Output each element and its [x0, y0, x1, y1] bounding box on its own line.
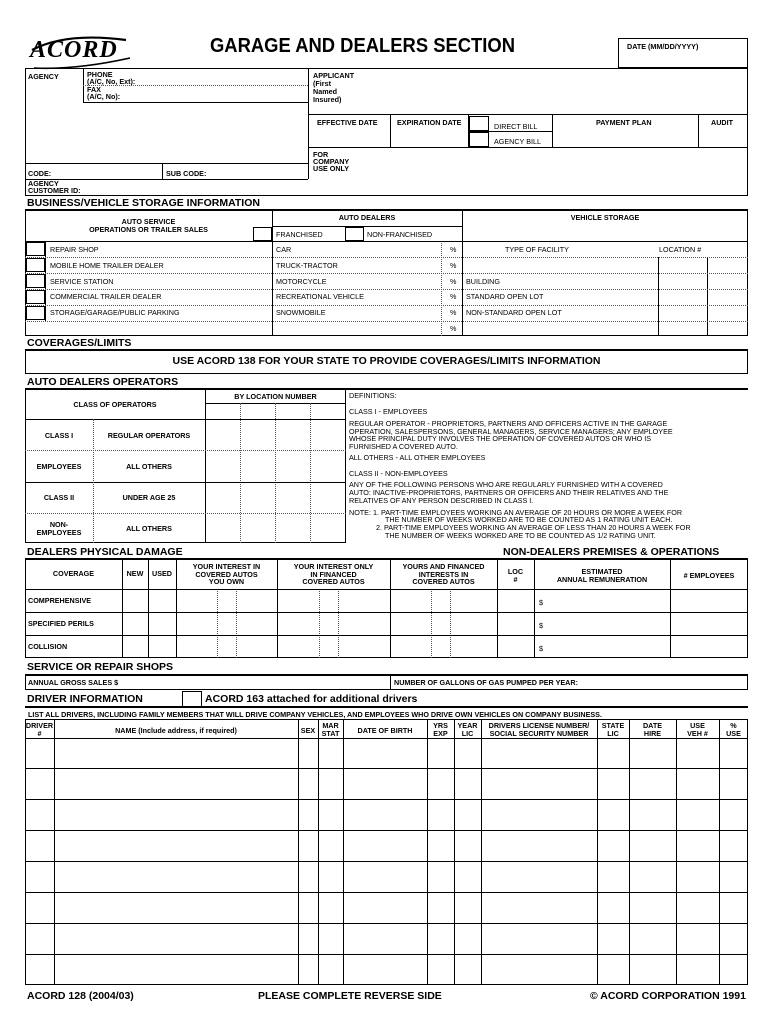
interest-own-header-2: COVERED AUTOS: [195, 570, 258, 579]
class1-text: REGULAR OPERATOR - PROPRIETORS, PARTNERS AND OFFICERS ACTIVE IN THE GARAGE: [349, 419, 668, 428]
facility-item: STANDARD OPEN LOT: [466, 292, 544, 301]
phone-sub-label: (A/C, No, Ext):: [87, 77, 136, 86]
storage-section-title: BUSINESS/VEHICLE STORAGE INFORMATION: [27, 197, 260, 209]
note-text: THE NUMBER OF WEEKS WORKED ARE TO BE COUNTED AS 1/2 RATING UNIT.: [385, 531, 656, 540]
coverage-row-label: COLLISION: [28, 642, 68, 651]
non-franchised-label: NON-FRANCHISED: [367, 230, 433, 239]
col-exp: EXP: [433, 729, 448, 738]
service-shops-title: SERVICE OR REPAIR SHOPS: [27, 661, 174, 673]
driver-instructions: LIST ALL DRIVERS, INCLUDING FAMILY MEMBERS THAT WILL DRIVE COMPANY VEHICLES, AND EMPLOYEES WHO DRIVE OWN VEHICLES ON COMPANY BUSINESS.: [28, 710, 602, 719]
operator-class: CLASS I: [44, 431, 74, 440]
driver-row[interactable]: [26, 769, 747, 799]
interest-financed-header-3: COVERED AUTOS: [302, 577, 365, 586]
non-franchised-checkbox[interactable]: [345, 227, 364, 241]
operator-class: CLASS II: [43, 493, 75, 502]
acord-logo: [26, 30, 136, 70]
payment-plan-label: PAYMENT PLAN: [596, 118, 652, 127]
date-label: DATE (MM/DD/YYYY): [627, 42, 699, 51]
coverage-row-label: COMPREHENSIVE: [28, 596, 92, 605]
col-hire: HIRE: [643, 729, 662, 738]
repair-shop-checkbox[interactable]: [26, 242, 45, 256]
coverages-notice: USE ACORD 138 FOR YOUR STATE TO PROVIDE COVERAGES/LIMITS INFORMATION: [172, 355, 601, 367]
type-of-facility-header: TYPE OF FACILITY: [505, 245, 569, 254]
col-driver: DRIVER: [25, 721, 54, 730]
code-label: CODE:: [28, 169, 52, 178]
driver-row[interactable]: [26, 955, 747, 984]
agency-field[interactable]: [28, 82, 80, 102]
phone-label: PHONE: [87, 70, 113, 79]
class1-heading: CLASS I - EMPLOYEES: [349, 407, 428, 416]
percent-sign: %: [450, 324, 457, 333]
new-header: NEW: [126, 569, 144, 578]
class2-text: RELATIVES OF ANY PERSON DESCRIBED IN CLASS I.: [349, 496, 534, 505]
applicant-field[interactable]: [350, 72, 746, 112]
col-driver-no: #: [37, 729, 42, 738]
class-of-operators-header: CLASS OF OPERATORS: [73, 400, 157, 409]
interest-own-header-3: YOU OWN: [208, 577, 245, 586]
company-use-label-2: COMPANY: [313, 157, 350, 166]
class2-text: ANY OF THE FOLLOWING PERSONS WHO ARE REGULARLY FURNISHED WITH A COVERED: [349, 480, 663, 489]
col-year: YEAR: [457, 721, 478, 730]
coverages-section-title: COVERAGES/LIMITS: [27, 337, 132, 349]
agency-label: AGENCY: [28, 72, 59, 81]
fax-label: FAX: [87, 85, 101, 94]
note-text: THE NUMBER OF WEEKS WORKED ARE TO BE COUNTED AS 1 RATING UNIT EACH.: [385, 515, 673, 524]
dollar-sign: $: [539, 621, 543, 630]
service-item: STORAGE/GARAGE/PUBLIC PARKING: [50, 308, 180, 317]
service-item: COMMERCIAL TRAILER DEALER: [50, 292, 162, 301]
form-title: GARAGE AND DEALERS SECTION: [210, 35, 515, 57]
customer-id-label: AGENCY: [28, 179, 59, 188]
mobile-home-checkbox[interactable]: [26, 258, 45, 272]
service-item: MOBILE HOME TRAILER DEALER: [50, 261, 164, 270]
vehicle-storage-header: VEHICLE STORAGE: [570, 213, 640, 222]
class2-text: AUTO: INACTIVE-PROPRIETORS, PARTNERS OR OFFICERS AND THEIR RELATIVES AND THE: [349, 488, 669, 497]
loc-header: LOC: [507, 567, 524, 576]
interest-financed-header: YOUR INTEREST ONLY: [293, 562, 374, 571]
col-sex: SEX: [300, 726, 316, 735]
service-item: REPAIR SHOP: [50, 245, 99, 254]
dealer-item: SNOWMOBILE: [276, 308, 326, 317]
dollar-sign: $: [539, 598, 543, 607]
facility-item: BUILDING: [466, 277, 500, 286]
audit-label: AUDIT: [711, 118, 733, 127]
interest-own-header: YOUR INTEREST IN: [192, 562, 261, 571]
physical-damage-title: DEALERS PHYSICAL DAMAGE: [27, 546, 183, 558]
subcode-label: SUB CODE:: [166, 169, 207, 178]
date-field[interactable]: [618, 38, 748, 68]
col-use: USE: [690, 721, 705, 730]
percent-sign: %: [450, 277, 457, 286]
interest-financed-header-2: IN FINANCED: [310, 570, 357, 579]
class2-heading: CLASS II - NON-EMPLOYEES: [349, 469, 448, 478]
franchised-checkbox[interactable]: [253, 227, 272, 241]
auto-service-header: AUTO SERVICE: [121, 217, 176, 226]
coverage-header: COVERAGE: [52, 569, 95, 578]
col-dob: DATE OF BIRTH: [357, 726, 413, 735]
customer-id-label-2: CUSTOMER ID:: [28, 186, 81, 195]
by-location-header: BY LOCATION NUMBER: [234, 392, 317, 401]
dealer-item: CAR: [276, 245, 292, 254]
applicant-label-4: Insured): [313, 95, 342, 104]
class1-text: FURNISHED A COVERED AUTO.: [349, 442, 458, 451]
company-use-label-3: USE ONLY: [313, 164, 350, 173]
percent-sign: %: [450, 261, 457, 270]
direct-bill-checkbox[interactable]: [469, 116, 489, 131]
service-shops-row: [25, 674, 748, 690]
driver-row[interactable]: [26, 800, 747, 830]
col-ssn: SOCIAL SECURITY NUMBER: [489, 729, 589, 738]
col-stat: STAT: [321, 729, 340, 738]
col-date: DATE: [642, 721, 663, 730]
service-item: SERVICE STATION: [50, 277, 114, 286]
facility-item: NON-STANDARD OPEN LOT: [466, 308, 562, 317]
dollar-sign: $: [539, 644, 543, 653]
note-text: 2. PART-TIME EMPLOYEES WORKING AN AVERAGE OF LESS THAN 20 HOURS A WEEK FOR: [376, 523, 691, 532]
storage-garage-checkbox[interactable]: [26, 306, 45, 320]
driver-row[interactable]: [26, 739, 747, 768]
yours-financed-header-2: INTERESTS IN: [418, 570, 469, 579]
operator-type: ALL OTHERS: [126, 524, 172, 533]
driver-row[interactable]: [26, 831, 747, 861]
driver-row[interactable]: [26, 893, 747, 923]
direct-bill-label: DIRECT BILL: [494, 122, 538, 131]
percent-sign: %: [450, 245, 457, 254]
yours-financed-header-3: COVERED AUTOS: [412, 577, 475, 586]
operator-class-2: EMPLOYEES: [36, 528, 82, 537]
operator-type: REGULAR OPERATORS: [107, 431, 191, 440]
agency-bill-checkbox[interactable]: [469, 132, 489, 147]
copyright: © ACORD CORPORATION 1991: [590, 990, 746, 1002]
fax-sub-label: (A/C, No):: [87, 92, 121, 101]
acord-163-checkbox[interactable]: [182, 691, 202, 707]
company-use-label: FOR: [313, 150, 329, 159]
non-dealers-title: NON-DEALERS PREMISES & OPERATIONS: [503, 546, 720, 558]
operator-type: ALL OTHERS: [126, 462, 172, 471]
operator-class: NON-: [49, 520, 69, 529]
coverage-row-label: SPECIFIED PERILS: [28, 619, 94, 628]
auto-dealers-header: AUTO DEALERS: [338, 213, 396, 222]
form-id: ACORD 128 (2004/03): [27, 990, 134, 1002]
definitions-heading: DEFINITIONS:: [349, 391, 397, 400]
col-state-lic: LIC: [607, 729, 619, 738]
class1-text: OPERATION, SALESPERSONS, GENERAL MANAGERS, SERVICE MANAGERS; ANY EMPLOYEE: [349, 427, 673, 436]
driver-section-title: DRIVER INFORMATION: [27, 693, 143, 705]
operator-class: EMPLOYEES: [36, 462, 82, 471]
applicant-label: APPLICANT: [313, 71, 355, 80]
dealer-item: TRUCK-TRACTOR: [276, 261, 338, 270]
driver-row[interactable]: [26, 924, 747, 954]
col-pct: %: [730, 721, 737, 730]
yours-financed-header: YOURS AND FINANCED: [402, 562, 485, 571]
annual-remuneration-header: ANNUAL REMUNERATION: [556, 575, 648, 584]
col-veh: VEH #: [687, 729, 708, 738]
estimated-header: ESTIMATED: [581, 567, 623, 576]
annual-gross-sales-label: ANNUAL GROSS SALES $: [28, 678, 119, 687]
col-state: STATE: [601, 721, 625, 730]
operator-type: UNDER AGE 25: [122, 493, 176, 502]
gallons-label: NUMBER OF GALLONS OF GAS PUMPED PER YEAR:: [394, 678, 578, 687]
col-name: NAME (Include address, if required): [115, 726, 237, 735]
effective-date-label: EFFECTIVE DATE: [317, 118, 378, 127]
acord-163-label: ACORD 163 attached for additional drivers: [205, 693, 418, 705]
col-pct-use: USE: [726, 729, 741, 738]
auto-service-header-2: OPERATIONS OR TRAILER SALES: [89, 225, 208, 234]
col-license: DRIVERS LICENSE NUMBER/: [488, 721, 590, 730]
location-header: LOCATION #: [659, 245, 702, 254]
col-lic: LIC: [461, 729, 474, 738]
applicant-label-2: (First: [313, 79, 331, 88]
driver-row[interactable]: [26, 862, 747, 892]
loc-no-header: #: [513, 575, 518, 584]
dealer-item: RECREATIONAL VEHICLE: [276, 292, 364, 301]
used-header: USED: [152, 569, 172, 578]
commercial-trailer-checkbox[interactable]: [26, 290, 45, 304]
col-mar: MAR: [322, 721, 339, 730]
percent-sign: %: [450, 292, 457, 301]
logo-text: ACORD: [30, 37, 118, 63]
percent-sign: %: [450, 308, 457, 317]
note-text: NOTE: 1. PART-TIME EMPLOYEES WORKING AN AVERAGE OF 20 HOURS OR MORE A WEEK FOR: [349, 508, 683, 517]
col-yrs: YRS: [433, 721, 448, 730]
operators-section-title: AUTO DEALERS OPERATORS: [27, 376, 179, 388]
reverse-notice: PLEASE COMPLETE REVERSE SIDE: [258, 990, 442, 1002]
class1-others: ALL OTHERS - ALL OTHER EMPLOYEES: [349, 453, 486, 462]
applicant-label-3: Named: [313, 87, 337, 96]
dealer-item: MOTORCYCLE: [276, 277, 327, 286]
agency-bill-label: AGENCY BILL: [494, 137, 542, 146]
service-station-checkbox[interactable]: [26, 274, 45, 288]
expiration-date-label: EXPIRATION DATE: [397, 118, 462, 127]
franchised-label: FRANCHISED: [276, 230, 323, 239]
class1-text: WHOSE PRINCIPAL DUTY INVOLVES THE OPERATION OF COVERED AUTOS OR WHO IS: [349, 434, 652, 443]
employees-header: # EMPLOYEES: [683, 571, 735, 580]
